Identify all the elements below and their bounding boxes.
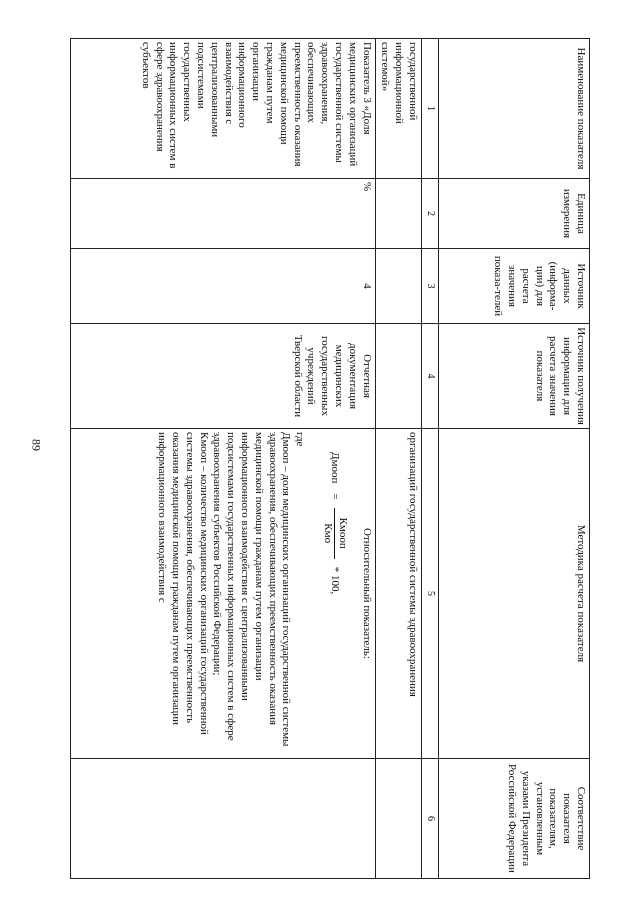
formula-denominator: Кмо: [322, 523, 335, 544]
cell-empty: [375, 324, 421, 429]
column-number: 3: [422, 249, 439, 324]
method-intro: Относительный показатель:: [360, 528, 373, 659]
cell-empty: [70, 759, 375, 879]
indicator-table: [70, 38, 590, 879]
cell-empty: [375, 179, 421, 249]
method-definition-2: Кмооп – количество медицинских организаций государственной системы здравоохранения, обеспечивающих преемственность оказания медицинской помощи гражданам путем организации информационного взаимодействия с: [156, 432, 210, 735]
column-number: 4: [422, 324, 439, 429]
method-where: где: [294, 432, 307, 447]
cell-method-cont: организаций государственной системы здравоохранения: [375, 429, 421, 759]
page-number: 89: [29, 439, 44, 451]
cell-indicator-name: Показатель 3 «Доля медицинских организаций государственной системы здравоохранения, обеспечивающих преемственность оказания медицинской помощи гражданам путем организации информационного взаимодействия с централизованными подсистемами государственных информационных систем в сфере здравоохранения субъектов: [70, 39, 375, 179]
table-row: [70, 39, 375, 879]
column-number: 2: [422, 179, 439, 249]
method-formula: [320, 432, 349, 755]
cell-unit: %: [70, 179, 375, 249]
cell-empty: [375, 759, 421, 879]
column-number: 5: [422, 429, 439, 759]
formula-lhs: Дмоoп: [329, 452, 342, 484]
header-data-source: Источник данных (информа-ции) для расчета значения показа-телей: [439, 249, 590, 324]
cell-empty: [375, 249, 421, 324]
cell-method: [70, 429, 375, 759]
formula-numerator: Кмооп: [334, 508, 349, 559]
column-number-row: [422, 39, 439, 879]
header-indicator-name: Наименование показателя: [439, 39, 590, 179]
formula-fraction: [320, 508, 349, 559]
cell-indicator-name-cont: государственной информационной системой»: [375, 39, 421, 179]
table-row: [375, 39, 421, 879]
rotated-page: [85, 38, 590, 878]
header-info-source: Источник получения информации для расчета значения показателя: [439, 324, 590, 429]
column-number: 1: [422, 39, 439, 179]
header-method: Методика расчета показателя: [439, 429, 590, 759]
cell-info-source: Отчетная документация медицинских государственных учреждений Тверской области: [70, 324, 375, 429]
cell-data-source: 4: [70, 249, 375, 324]
method-definition-1: Дмооп – доля медицинских организаций государственной системы здравоохранения, обеспечивающих преемственность оказания медицинской помощи гражданам путем организации информационного взаимодействия с централизованными подсистемами государственных информационных систем в сфере здравоохранения субъектов Российской Федерации;: [211, 432, 293, 747]
formula-rhs: * 100,: [329, 566, 342, 595]
formula-equals: =: [329, 493, 342, 500]
header-compliance: Соответствие показателя показателям, установленным указами Президента Российской Федерации: [439, 759, 590, 879]
header-unit: Единица измерения: [439, 179, 590, 249]
column-number: 6: [422, 759, 439, 879]
header-row: [439, 39, 590, 879]
